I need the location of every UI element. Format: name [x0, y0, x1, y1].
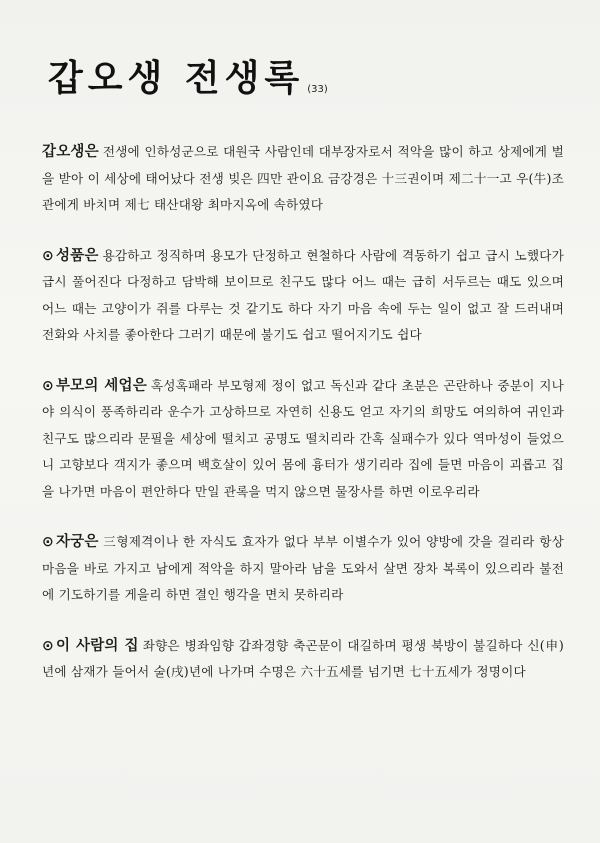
paragraph-lead: 부모의 세업은	[55, 377, 147, 394]
circle-dot-icon: ⊙	[42, 637, 54, 654]
paragraph-personality	[42, 243, 564, 349]
title-row	[48, 50, 564, 101]
paragraph-lead: 성품은	[55, 247, 99, 264]
paragraph-lead: 이 사람의 집	[55, 637, 139, 654]
circle-dot-icon: ⊙	[42, 377, 54, 394]
paragraph-house	[42, 633, 564, 686]
paragraph-text: 용감하고 정직하며 용모가 단정하고 현철하다 사람에 격동하기 쉽고 급시 노했다가 급시 풀어진다 다정하고 담박해 보이므로 친구도 많다 어느 때는 급히 서두르는 때도 있으며 어느 때는 고양이가 쥐를 다루는 것 같기도 하다 자기 마음 속에 두는 일이 없고 잘 드러내며 전화와 사치를 좋아한다 그러기 때문에 불기도 쉽고 떨어지기도 쉽다	[42, 247, 564, 342]
paragraph-lead: 자궁은	[55, 534, 99, 550]
page-title: 갑오생 전생록	[48, 58, 305, 99]
paragraph-text: 혹성혹패라 부모형제 정이 없고 독신과 같다 초분은 곤란하나 중분이 지나야 의식이 풍족하리라 운수가 고상하므로 자연히 신용도 얻고 자기의 희망도 여의하여 귀인과 친구도 많으리라 문필을 세상에 떨치고 공명도 떨치리라 간혹 실패수가 있다 역마성이 들었으니 고향보다 객지가 좋으며 백호살이 있어 몸에 흉터가 생기리라 집에 들면 마음이 괴롭고 집을 나가면 마음이 편안하다 만일 관록을 먹지 않으면 물장사를 하면 이로우리라	[42, 377, 564, 499]
circle-dot-icon: ⊙	[42, 247, 54, 264]
paragraph-text: 전생에 인하성군으로 대원국 사람인데 대부장자로서 적악을 많이 하고 상제에게 벌을 받아 이 세상에 태어났다 전생 빚은 四만 관이요 금강경은 十三권이며 제二十一고 우(牛)조관에게 바치며 제七 태산대왕 최마지옥에 속하였다	[42, 144, 564, 212]
paragraph-children	[42, 529, 564, 609]
page-number: (33)	[307, 84, 328, 95]
paragraph-text: 三형제격이나 한 자식도 효자가 없다 부부 이별수가 있어 양방에 갓을 걸리라 항상 마음을 바로 가지고 남에게 적악을 하지 말아라 남을 도와서 살면 장차 복록이 있으리라 불전에 기도하기를 게을리 하면 결인 행각을 면치 못하리라	[42, 534, 564, 602]
paragraph-family-fortune	[42, 373, 564, 506]
paragraph-text: 좌향은 병좌임향 갑좌경향 축곤문이 대길하며 평생 북방이 불길하다 신(申)년에 삼재가 들어서 술(戌)년에 나가며 수명은 六十五세를 넘기면 七十五세가 정명이다	[42, 637, 565, 679]
paragraph-intro	[42, 139, 564, 219]
paragraph-lead: 갑오생은	[42, 144, 99, 160]
circle-dot-icon: ⊙	[42, 534, 54, 550]
